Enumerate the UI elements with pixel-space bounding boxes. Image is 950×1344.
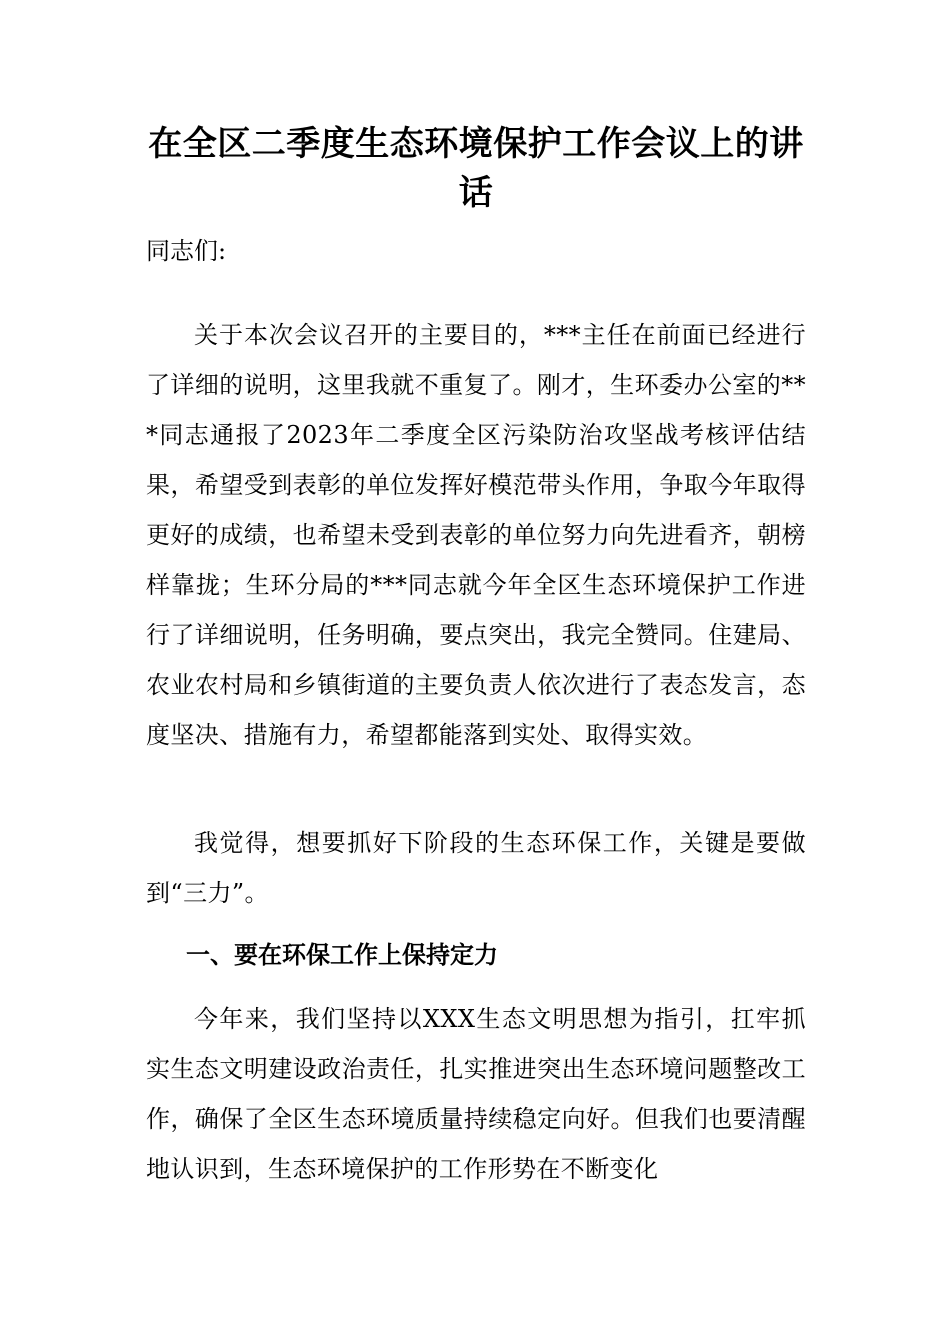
body-paragraph-1: 关于本次会议召开的主要目的，***主任在前面已经进行了详细的说明，这里我就不重复了。刚才，生环委办公室的***同志通报了2023年二季度全区污染防治攻坚战考核评估结果，希望受到表彰的单位发挥好模范带头作用，争取今年取得更好的成绩，也希望未受到表彰的单位努力向先进看齐，朝榜样靠拢；生环分局的***同志就今年全区生态环境保护工作进行了详细说明，任务明确，要点突出，我完全赞同。住建局、农业农村局和乡镇街道的主要负责人依次进行了表态发言，态度坚决、措施有力，希望都能落到实处、取得实效。 [146, 321, 806, 749]
section-heading: 一、要在环保工作上保持定力 [186, 941, 498, 969]
document-title: 在全区二季度生态环境保护工作会议上的讲话 [148, 124, 804, 213]
salutation: 同志们: [146, 237, 227, 265]
section-paragraph: 今年来，我们坚持以XXX生态文明思想为指引，扛牢抓实生态文明建设政治责任，扎实推进突出生态环境问题整改工作，确保了全区生态环境质量持续稳定向好。但我们也要清醒地认识到，生态环境保护的工作形势在不断变化 [146, 1005, 806, 1183]
body-paragraph-2: 我觉得，想要抓好下阶段的生态环保工作，关键是要做到“三力”。 [146, 829, 806, 907]
